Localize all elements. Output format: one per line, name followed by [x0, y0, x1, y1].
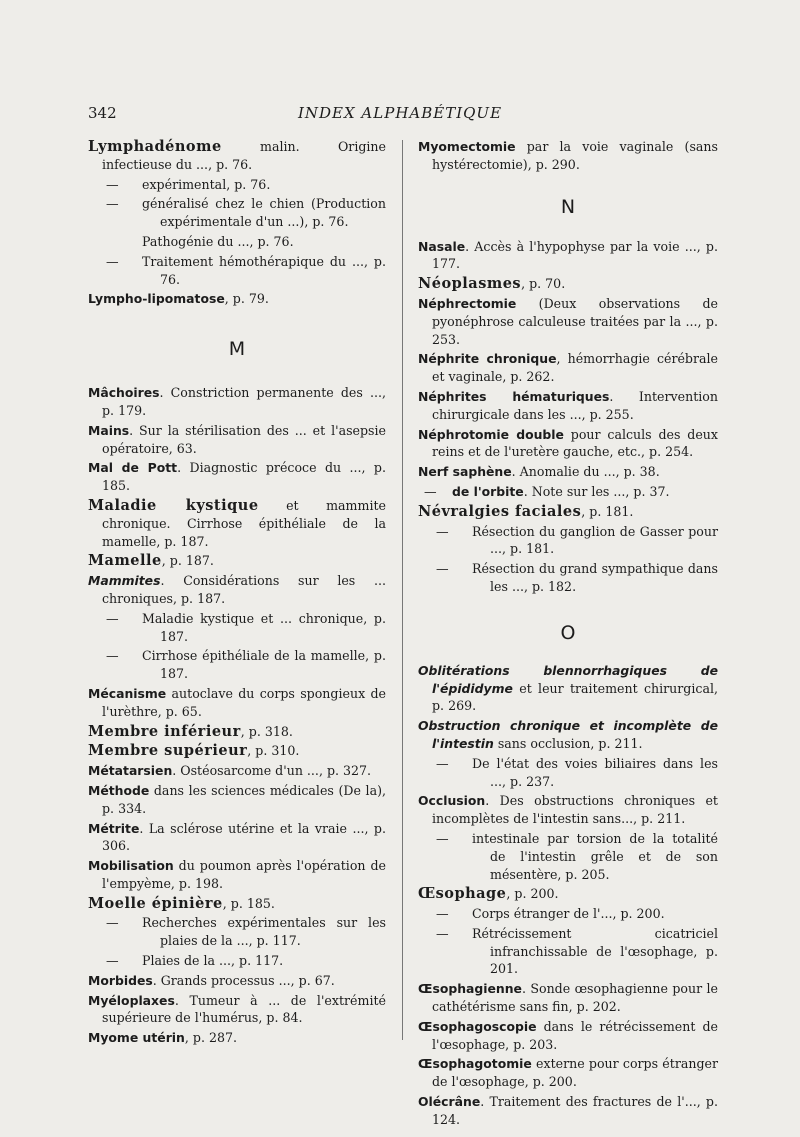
index-entry: Névralgies faciales, p. 181.: [418, 502, 634, 520]
index-entry: Œsophage, p. 200.: [418, 885, 559, 903]
section-letter-n: N: [560, 195, 576, 218]
index-subentry: — Recherches expérimentales sur les plaies de la ..., p. 117.: [106, 915, 386, 949]
index-subentry: — généralisé chez le chien (Production expérimentale d'un ...), p. 76.: [106, 196, 386, 230]
index-entry: Métrite. La sclérose utérine et la vraie ..., p. 306.: [88, 820, 386, 854]
index-entry: Moelle épinière, p. 185.: [88, 894, 275, 912]
index-entry: Oblitérations blennorrhagiques de l'épididyme et leur traitement chirurgical, p. 269.: [418, 662, 718, 714]
index-subentry: — Cirrhose épithéliale de la mamelle, p. 187.: [106, 648, 386, 682]
index-entry: Néphrotomie double pour calculs des deux reins et de l'uretère gauche, etc., p. 254.: [418, 426, 718, 460]
index-subentry: — Résection du ganglion de Gasser pour ..., p. 181.: [436, 523, 718, 557]
index-entry: Mécanisme autoclave du corps spongieux de l'urèthre, p. 65.: [88, 685, 386, 719]
index-entry: Lymphadénome malin. Origine infectieuse du ..., p. 76.: [88, 138, 386, 172]
running-head: INDEX ALPHABÉTIQUE: [297, 104, 503, 122]
index-entry: Métatarsien. Ostéosarcome d'un ..., p. 327.: [88, 763, 372, 779]
index-subentry: — Rétrécissement cicatriciel infranchissable de l'œsophage, p. 201.: [436, 925, 718, 977]
index-entry: Membre inférieur, p. 318.: [88, 722, 293, 740]
index-entry: Œsophagoscopie dans le rétrécissement de l'œsophage, p. 203.: [418, 1018, 718, 1052]
index-subentry: — de l'orbite. Note sur les ..., p. 37.: [424, 483, 670, 499]
index-entry: Mamelle, p. 187.: [88, 552, 214, 570]
index-subentry: — Résection du grand sympathique dans les ..., p. 182.: [436, 561, 718, 594]
index-entry: Mâchoires. Constriction permanente des ..., p. 179.: [88, 385, 386, 418]
index-subentry: — De l'état des voies biliaires dans les ..., p. 237.: [436, 755, 718, 789]
index-subentry: — Traitement hémothérapique du ..., p. 76.: [106, 253, 386, 287]
page-number: 342: [88, 104, 117, 122]
index-entry: Mains. Sur la stérilisation des ... et l'asepsie opératoire, 63.: [88, 422, 386, 456]
index-entry: Œsophagotomie externe pour corps étranger de l'œsophage, p. 200.: [418, 1056, 718, 1090]
index-entry: Nerf saphène. Anomalie du ..., p. 38.: [418, 464, 660, 480]
index-entry: Mammites. Considérations sur les ... chroniques, p. 187.: [88, 573, 386, 606]
index-subentry: — Maladie kystique et ... chronique, p. 187.: [106, 610, 386, 644]
index-subentry: — Corps étranger de l'..., p. 200.: [436, 906, 665, 922]
index-entry: Mobilisation du poumon après l'opération de l'empyème, p. 198.: [88, 858, 386, 891]
index-subentry: — expérimental, p. 76.: [106, 176, 271, 192]
index-entry: Membre supérieur, p. 310.: [88, 742, 300, 760]
index-subentry: — intestinale par torsion de la totalité de l'intestin grêle et de son mésentère, p. 205.: [436, 830, 718, 882]
index-entry: Méthode dans les sciences médicales (De la), p. 334.: [88, 782, 386, 816]
index-entry: Olécrâne. Traitement des fractures de l'..., p. 124.: [418, 1094, 718, 1127]
index-entry: Myéloplaxes. Tumeur à ... de l'extrémité supérieure de l'humérus, p. 84.: [88, 992, 386, 1026]
section-letter-m: M: [228, 338, 246, 361]
right-column: [418, 138, 718, 1131]
index-entry: Néoplasmes, p. 70.: [418, 275, 566, 293]
index-entry: Myome utérin, p. 287.: [88, 1030, 237, 1046]
index-entry: Néphrites hématuriques. Intervention chirurgicale dans les ..., p. 255.: [418, 388, 718, 422]
index-entry: Myomectomie par la voie vaginale (sans hystérectomie), p. 290.: [418, 139, 718, 172]
index-subentry: Pathogénie du ..., p. 76.: [142, 233, 294, 249]
section-letter-o: O: [560, 621, 576, 644]
index-entry: Mal de Pott. Diagnostic précoce du ..., p. 185.: [88, 460, 386, 494]
column-divider: [402, 140, 403, 1040]
index-entry: Œsophagienne. Sonde œsophagienne pour le cathétérisme sans fin, p. 202.: [418, 981, 718, 1015]
index-subentry: — Plaies de la ..., p. 117.: [106, 953, 284, 969]
index-entry: Lympho-lipomatose, p. 79.: [88, 291, 269, 307]
index-entry: Néphrectomie (Deux observations de pyonéphrose calculeuse traitées par la ..., p. 253.: [418, 295, 718, 347]
index-entry: Maladie kystique et mammite chronique. Cirrhose épithéliale de la mamelle, p. 187.: [88, 496, 386, 549]
index-entry: Obstruction chronique et incomplète de l'intestin sans occlusion, p. 211.: [418, 718, 718, 751]
index-entry: Morbides. Grands processus ..., p. 67.: [88, 972, 335, 988]
index-entry: Néphrite chronique, hémorrhagie cérébrale et vaginale, p. 262.: [418, 351, 718, 385]
index-entry: Nasale. Accès à l'hypophyse par la voie ..., p. 177.: [418, 238, 718, 272]
left-column: [88, 138, 386, 1049]
index-entry: Occlusion. Des obstructions chroniques et incomplètes de l'intestin sans..., p. 211.: [418, 793, 718, 827]
